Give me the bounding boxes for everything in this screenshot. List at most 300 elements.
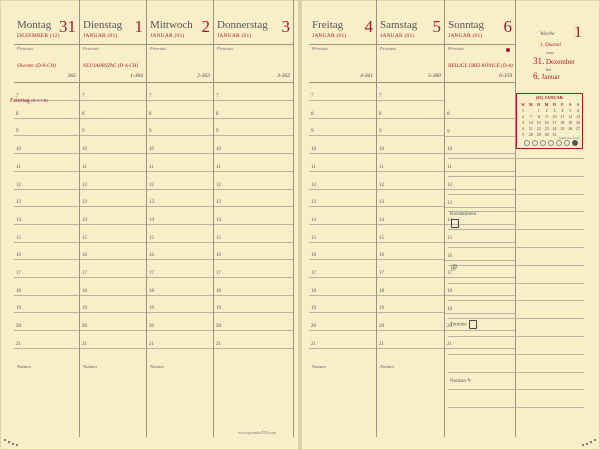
mini-calendar-cell: M bbox=[544, 102, 549, 107]
side-writing-line bbox=[448, 300, 584, 301]
hour-row[interactable] bbox=[445, 118, 515, 137]
mini-calendar-cell: 2 bbox=[521, 114, 524, 119]
hour-row[interactable] bbox=[309, 259, 376, 278]
hour-row[interactable] bbox=[80, 241, 146, 260]
hour-label: 18 bbox=[82, 288, 87, 294]
day-header bbox=[14, 0, 79, 44]
hour-row[interactable] bbox=[214, 241, 293, 260]
side-writing-line bbox=[448, 283, 584, 284]
hour-label: 16 bbox=[149, 253, 154, 259]
hour-row[interactable] bbox=[445, 242, 515, 261]
hour-row[interactable] bbox=[14, 117, 79, 136]
mini-calendar-cell: 25 bbox=[560, 126, 565, 131]
hour-row[interactable] bbox=[214, 206, 293, 225]
hour-label: 17 bbox=[311, 271, 316, 276]
header-rule bbox=[80, 44, 146, 45]
hour-row[interactable] bbox=[147, 188, 213, 207]
hour-row[interactable] bbox=[309, 241, 376, 260]
day-column bbox=[377, 0, 445, 437]
hour-row[interactable] bbox=[309, 82, 376, 101]
day-number: 2 bbox=[201, 17, 210, 36]
hour-label: 15 bbox=[379, 235, 384, 241]
pen-icon: ✎ bbox=[467, 379, 472, 384]
hour-row[interactable] bbox=[14, 294, 79, 313]
hour-label: 12 bbox=[311, 182, 316, 188]
day-month: JANUAR (01) bbox=[83, 33, 118, 39]
day-count: 365 bbox=[67, 73, 76, 79]
mini-calendar-cell: 28 bbox=[528, 132, 533, 137]
hour-row[interactable] bbox=[377, 241, 444, 260]
hour-row[interactable] bbox=[214, 153, 293, 172]
hour-row[interactable] bbox=[214, 171, 293, 190]
hour-row[interactable] bbox=[445, 330, 515, 349]
day-name: Donnerstag bbox=[217, 19, 268, 31]
hour-row[interactable] bbox=[214, 259, 293, 278]
day-count: 6-359 bbox=[499, 73, 512, 79]
hour-label: 11 bbox=[16, 164, 21, 170]
day-header bbox=[147, 0, 213, 44]
hour-label: 7 bbox=[82, 94, 85, 99]
priority-label: Priorität bbox=[312, 46, 328, 51]
hour-row[interactable] bbox=[214, 312, 293, 331]
hour-row[interactable] bbox=[309, 117, 376, 136]
hour-label: 21 bbox=[16, 341, 21, 347]
hour-label: 9 bbox=[447, 129, 450, 135]
side-writing-line bbox=[448, 354, 584, 355]
hour-label: 19 bbox=[447, 306, 452, 312]
hour-label: 7 bbox=[216, 94, 219, 99]
hour-row[interactable] bbox=[14, 241, 79, 260]
day-month: JANUAR (01) bbox=[380, 33, 415, 39]
hour-row[interactable] bbox=[377, 224, 444, 243]
mini-calendar-title: (01) JANUAR bbox=[535, 95, 564, 100]
hour-label: 19 bbox=[216, 306, 221, 312]
hour-label: 11 bbox=[447, 165, 452, 171]
hour-row[interactable] bbox=[309, 135, 376, 154]
day-header bbox=[377, 0, 444, 44]
hour-row[interactable] bbox=[14, 259, 79, 278]
hour-row[interactable] bbox=[377, 82, 444, 101]
hour-label: 11 bbox=[149, 164, 154, 170]
hour-row[interactable] bbox=[377, 117, 444, 136]
mini-calendar-cell: 13 bbox=[576, 114, 581, 119]
corner-dots-left bbox=[3, 438, 21, 446]
hour-row[interactable] bbox=[80, 312, 146, 331]
day-month: DEZEMBER (12) bbox=[17, 33, 60, 39]
hour-row[interactable] bbox=[377, 153, 444, 172]
calendar-icon bbox=[469, 320, 477, 329]
hour-row[interactable] bbox=[80, 330, 146, 349]
hour-label: 13 bbox=[216, 200, 221, 206]
hour-row[interactable] bbox=[309, 294, 376, 313]
hour-row[interactable] bbox=[214, 188, 293, 207]
mini-calendar-cell: 3 bbox=[521, 120, 524, 125]
side-writing-line bbox=[448, 194, 584, 195]
priority-label: Priorität bbox=[17, 46, 33, 51]
hour-label: 19 bbox=[149, 306, 154, 312]
termine-label: Termine bbox=[450, 320, 477, 329]
hour-row[interactable] bbox=[147, 153, 213, 172]
priority-label: Priorität bbox=[83, 46, 99, 51]
hour-row[interactable] bbox=[377, 206, 444, 225]
day-column bbox=[214, 0, 294, 437]
hour-label: 18 bbox=[379, 288, 384, 294]
hour-label: 20 bbox=[82, 324, 87, 330]
hour-row[interactable] bbox=[377, 312, 444, 331]
hour-label: 11 bbox=[216, 164, 221, 170]
mini-calendar-cell: 24 bbox=[552, 126, 557, 131]
hour-label: 16 bbox=[216, 253, 221, 259]
hour-row[interactable] bbox=[214, 117, 293, 136]
priority-dot bbox=[506, 48, 510, 52]
hour-label: 16 bbox=[16, 253, 21, 259]
day-month: JANUAR (01) bbox=[150, 33, 185, 39]
hour-label: 19 bbox=[82, 306, 87, 312]
hour-label: 11 bbox=[379, 164, 384, 170]
hour-row[interactable] bbox=[147, 259, 213, 278]
notes-label: Notizen bbox=[380, 364, 394, 369]
mini-calendar-footer: RMO quer notiz bbox=[559, 136, 579, 140]
hour-label: 21 bbox=[311, 341, 316, 347]
kontakt-label: Kontaktieren bbox=[450, 212, 477, 217]
hour-label: 17 bbox=[379, 271, 384, 276]
hour-label: 15 bbox=[216, 235, 221, 241]
hour-label: 10 bbox=[447, 147, 452, 153]
notes-label: Notizen bbox=[83, 364, 97, 369]
side-writing-line bbox=[448, 372, 584, 373]
priority-label: Priorität bbox=[380, 46, 396, 51]
mini-calendar-cell: 11 bbox=[560, 114, 565, 119]
hour-row[interactable] bbox=[377, 294, 444, 313]
day-column bbox=[309, 0, 377, 437]
mini-calendar-cell: 14 bbox=[528, 120, 533, 125]
hour-row[interactable] bbox=[214, 135, 293, 154]
hour-row[interactable] bbox=[147, 206, 213, 225]
hour-label: 20 bbox=[16, 324, 21, 330]
hour-row[interactable] bbox=[147, 117, 213, 136]
hour-row[interactable] bbox=[377, 100, 444, 119]
mini-calendar-cell: D bbox=[552, 102, 556, 107]
day-count: 3-362 bbox=[277, 73, 290, 79]
hour-row[interactable] bbox=[147, 312, 213, 331]
hour-row[interactable] bbox=[309, 171, 376, 190]
hour-label: 7 bbox=[16, 94, 19, 99]
hour-row[interactable] bbox=[80, 277, 146, 296]
hour-row[interactable] bbox=[14, 277, 79, 296]
phone-icon bbox=[451, 219, 459, 228]
hour-label: 12 bbox=[216, 182, 221, 188]
quarter-label: 1. Quartal bbox=[540, 43, 561, 48]
hour-label: 11 bbox=[311, 164, 316, 170]
hour-row[interactable] bbox=[80, 224, 146, 243]
header-rule bbox=[147, 44, 213, 45]
hour-row[interactable] bbox=[309, 153, 376, 172]
hour-label: 15 bbox=[16, 235, 21, 241]
hour-row[interactable] bbox=[80, 117, 146, 136]
hour-row[interactable] bbox=[14, 312, 79, 331]
day-column bbox=[147, 0, 214, 437]
hour-row[interactable] bbox=[147, 100, 213, 119]
mini-calendar-cell: 1 bbox=[521, 108, 524, 113]
day-number: 3 bbox=[281, 17, 290, 36]
hour-label: 9 bbox=[82, 129, 85, 135]
hour-label: 7 bbox=[311, 94, 314, 99]
hour-label: 10 bbox=[379, 147, 384, 153]
header-rule bbox=[377, 44, 444, 45]
hour-label: 8 bbox=[82, 111, 85, 117]
hour-label: 17 bbox=[16, 271, 21, 276]
hour-row[interactable] bbox=[309, 224, 376, 243]
day-count: 4-361 bbox=[360, 73, 373, 79]
hour-row[interactable] bbox=[14, 153, 79, 172]
hour-label: 12 bbox=[447, 182, 452, 188]
notes-label: Notizen bbox=[17, 364, 31, 369]
day-header bbox=[445, 0, 515, 44]
mini-calendar-cell: 12 bbox=[568, 114, 573, 119]
hour-label: 15 bbox=[149, 235, 154, 241]
hour-row[interactable] bbox=[377, 188, 444, 207]
header-rule bbox=[445, 44, 515, 45]
mini-calendar-cell: 2 bbox=[545, 108, 548, 113]
hour-row[interactable] bbox=[80, 171, 146, 190]
hour-row[interactable] bbox=[309, 312, 376, 331]
hour-row[interactable] bbox=[214, 224, 293, 243]
day-name: Dienstag bbox=[83, 19, 123, 31]
day-number: 31 bbox=[59, 17, 76, 36]
hour-row[interactable] bbox=[377, 135, 444, 154]
side-writing-line bbox=[448, 247, 584, 248]
mini-calendar-cell: 6 bbox=[577, 108, 580, 113]
hour-row[interactable] bbox=[214, 294, 293, 313]
hour-label: 8 bbox=[149, 111, 152, 117]
mini-calendar-cell: D bbox=[537, 102, 541, 107]
hour-row[interactable] bbox=[147, 294, 213, 313]
header-rule bbox=[14, 44, 79, 45]
mini-calendar-cell: 3 bbox=[553, 108, 556, 113]
hour-label: 14 bbox=[311, 217, 316, 223]
mini-calendar-cell: 10 bbox=[552, 114, 557, 119]
hour-label: 13 bbox=[311, 200, 316, 206]
hour-label: 14 bbox=[16, 217, 21, 223]
day-column bbox=[14, 0, 80, 437]
mini-calendar-cell: 8 bbox=[537, 114, 540, 119]
side-writing-line bbox=[448, 265, 584, 266]
hour-label: 15 bbox=[447, 235, 452, 241]
hour-row[interactable] bbox=[80, 188, 146, 207]
hour-label: 16 bbox=[311, 253, 316, 259]
hour-row[interactable] bbox=[147, 224, 213, 243]
hour-label: 20 bbox=[447, 324, 452, 330]
mini-calendar-cell: 7 bbox=[529, 114, 532, 119]
hour-label: 16 bbox=[82, 253, 87, 259]
day-number: 4 bbox=[364, 17, 373, 36]
hour-label: 8 bbox=[216, 111, 219, 117]
hour-label: 10 bbox=[311, 147, 316, 153]
hour-label: 21 bbox=[447, 342, 452, 348]
mini-calendar-cell: 23 bbox=[544, 126, 549, 131]
day-month: JANUAR (01) bbox=[448, 33, 483, 39]
mini-calendar-cell: 9 bbox=[545, 114, 548, 119]
hour-row[interactable] bbox=[445, 135, 515, 154]
mini-calendar-cell: 4 bbox=[521, 126, 524, 131]
side-writing-line bbox=[448, 336, 584, 337]
hour-row[interactable] bbox=[80, 294, 146, 313]
hour-label: 19 bbox=[311, 306, 316, 312]
hour-row[interactable] bbox=[14, 188, 79, 207]
day-month: JANUAR (01) bbox=[312, 33, 347, 39]
email-icon: @ bbox=[451, 263, 458, 271]
hour-row[interactable] bbox=[147, 277, 213, 296]
mini-calendar-cell: 26 bbox=[568, 126, 573, 131]
hour-row[interactable] bbox=[445, 153, 515, 172]
hour-row[interactable] bbox=[214, 100, 293, 119]
hour-label: 12 bbox=[16, 182, 21, 188]
hour-row[interactable] bbox=[377, 171, 444, 190]
mini-calendar-cell: 29 bbox=[536, 132, 541, 137]
hour-row[interactable] bbox=[80, 82, 146, 101]
hour-label: 14 bbox=[149, 217, 154, 223]
week-label: Woche bbox=[540, 31, 555, 37]
hour-row[interactable] bbox=[147, 241, 213, 260]
hour-row[interactable] bbox=[14, 224, 79, 243]
day-name: Samstag bbox=[380, 19, 418, 31]
hour-label: 14 bbox=[216, 217, 221, 223]
hour-label: 18 bbox=[149, 288, 154, 294]
hour-row[interactable] bbox=[80, 100, 146, 119]
hour-label: 9 bbox=[379, 129, 382, 135]
hour-label: 20 bbox=[379, 324, 384, 330]
day-header bbox=[309, 0, 376, 44]
hour-label: 20 bbox=[216, 324, 221, 330]
hour-label: 15 bbox=[82, 235, 87, 241]
mini-calendar-cell: 20 bbox=[576, 120, 581, 125]
mini-calendar-cell: 27 bbox=[576, 126, 581, 131]
hour-row[interactable] bbox=[80, 206, 146, 225]
week-number: 1 bbox=[574, 24, 582, 41]
hour-row[interactable] bbox=[445, 277, 515, 296]
hour-row[interactable] bbox=[214, 330, 293, 349]
hour-label: 16 bbox=[379, 253, 384, 259]
hour-label: 8 bbox=[379, 111, 382, 117]
hour-row[interactable] bbox=[445, 171, 515, 190]
hour-row[interactable] bbox=[80, 135, 146, 154]
hour-row[interactable] bbox=[309, 100, 376, 119]
hour-label: 12 bbox=[82, 182, 87, 188]
priority-label: Priorität bbox=[448, 46, 464, 51]
mini-calendar-grid bbox=[519, 102, 582, 138]
hour-row[interactable] bbox=[309, 330, 376, 349]
hour-row[interactable] bbox=[214, 82, 293, 101]
moon-phases bbox=[524, 140, 578, 146]
hour-label: 18 bbox=[447, 289, 452, 294]
mini-calendar-cell: 5 bbox=[521, 132, 524, 137]
hour-label: 18 bbox=[216, 288, 221, 294]
hour-label: 15 bbox=[311, 235, 316, 241]
hour-row[interactable] bbox=[445, 189, 515, 208]
hour-row[interactable] bbox=[147, 330, 213, 349]
priority-label: Priorität bbox=[150, 46, 166, 51]
mini-calendar-cell: 31 bbox=[552, 132, 557, 137]
hour-row[interactable] bbox=[147, 135, 213, 154]
mini-calendar-cell: 18 bbox=[560, 120, 565, 125]
hour-label: 13 bbox=[149, 200, 154, 206]
day-number: 5 bbox=[432, 17, 441, 36]
day-column bbox=[80, 0, 147, 437]
hour-label: 12 bbox=[149, 182, 154, 188]
schedule-top-rule bbox=[445, 82, 515, 83]
hour-row[interactable] bbox=[377, 259, 444, 278]
mini-calendar-cell: S bbox=[569, 102, 572, 107]
hour-label: 11 bbox=[82, 164, 87, 170]
mini-calendar-cell: 21 bbox=[528, 126, 533, 131]
hour-label: 9 bbox=[16, 129, 19, 135]
mini-calendar-cell: 30 bbox=[544, 132, 549, 137]
hour-row[interactable] bbox=[80, 259, 146, 278]
hour-row[interactable] bbox=[147, 171, 213, 190]
vom-label: vom bbox=[546, 50, 554, 55]
hour-label: 8 bbox=[447, 112, 450, 117]
hour-label: 14 bbox=[82, 217, 87, 223]
hour-row[interactable] bbox=[14, 330, 79, 349]
hour-label: 16 bbox=[447, 253, 452, 259]
hour-row[interactable] bbox=[377, 330, 444, 349]
mini-calendar-cell: M bbox=[528, 102, 533, 107]
hour-label: 17 bbox=[149, 271, 154, 276]
hour-label: 20 bbox=[149, 324, 154, 330]
mini-calendar-cell: 1 bbox=[537, 108, 540, 113]
hour-row[interactable] bbox=[214, 277, 293, 296]
side-writing-line bbox=[448, 407, 584, 408]
day-header bbox=[214, 0, 293, 44]
day-number: 1 bbox=[134, 17, 143, 36]
feiertag-note: Feiertag (D-A-CH) bbox=[10, 98, 48, 104]
hour-label: 20 bbox=[311, 324, 316, 330]
mini-calendar-cell: 22 bbox=[536, 126, 541, 131]
day-name: Mittwoch bbox=[150, 19, 193, 31]
hour-label: 17 bbox=[216, 271, 221, 276]
hour-row[interactable] bbox=[14, 206, 79, 225]
hour-row[interactable] bbox=[309, 188, 376, 207]
hour-row[interactable] bbox=[309, 277, 376, 296]
mini-calendar-cell: 15 bbox=[536, 120, 541, 125]
side-writing-line bbox=[448, 389, 584, 390]
hour-row[interactable] bbox=[80, 153, 146, 172]
hour-row[interactable] bbox=[445, 295, 515, 314]
hour-row[interactable] bbox=[14, 171, 79, 190]
mini-calendar-cell: S bbox=[576, 102, 580, 107]
hour-row[interactable] bbox=[147, 82, 213, 101]
hour-row[interactable] bbox=[14, 135, 79, 154]
hour-row[interactable] bbox=[377, 277, 444, 296]
header-rule bbox=[309, 44, 376, 45]
mini-calendar-cell: W bbox=[520, 102, 525, 107]
notizen-label: Notizen ✎ bbox=[450, 379, 472, 384]
hour-label: 7 bbox=[379, 94, 382, 99]
hour-label: 9 bbox=[216, 129, 219, 135]
hour-label: 21 bbox=[82, 341, 87, 347]
hour-label: 10 bbox=[82, 147, 87, 153]
hour-label: 8 bbox=[311, 111, 314, 117]
hour-label: 18 bbox=[16, 288, 21, 294]
bis-label: bis bbox=[546, 67, 552, 72]
hour-row[interactable] bbox=[445, 100, 515, 119]
day-header bbox=[80, 0, 146, 44]
hour-label: 19 bbox=[16, 306, 21, 312]
hour-label: 19 bbox=[379, 306, 384, 312]
mini-calendar bbox=[516, 93, 583, 149]
range-to: 6. Januar bbox=[533, 71, 560, 81]
hour-row[interactable] bbox=[309, 206, 376, 225]
